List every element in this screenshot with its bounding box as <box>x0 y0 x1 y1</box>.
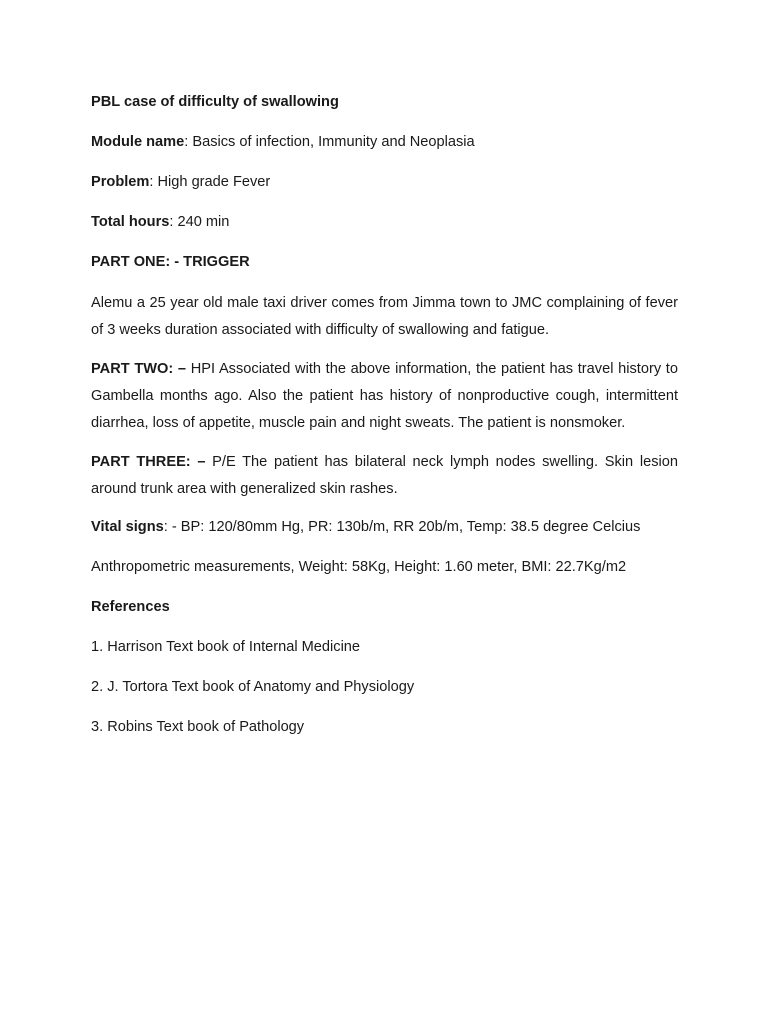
total-hours-value: : 240 min <box>169 214 230 230</box>
document-title <box>91 90 678 114</box>
reference-item: 1. Harrison Text book of Internal Medicine <box>91 639 361 655</box>
module-name-value: : Basics of infection, Immunity and Neoplasia <box>184 134 475 150</box>
reference-item: 2. J. Tortora Text book of Anatomy and Physiology <box>91 679 415 695</box>
total-hours-line <box>91 210 678 234</box>
references-heading-text: References <box>91 599 170 615</box>
part-one-heading-text: PART ONE: - TRIGGER <box>91 254 250 270</box>
part-three-paragraph <box>91 449 678 503</box>
part-two-paragraph <box>91 356 678 437</box>
reference-item: 3. Robins Text book of Pathology <box>91 719 305 735</box>
part-three-text: P/E The patient has bilateral neck lymph nodes swelling. Skin lesion around trunk area with generalized skin rashes. <box>91 454 678 497</box>
anthropometric-line <box>91 555 678 579</box>
part-one-paragraph <box>91 290 678 344</box>
vital-signs-value: : - BP: 120/80mm Hg, PR: 130b/m, RR 20b/m, Temp: 38.5 degree Celcius <box>163 519 641 535</box>
vital-signs-label: Vital signs <box>91 519 164 535</box>
part-two-text: HPI Associated with the above information, the patient has travel history to Gambella months ago. Also the patient has history of nonproductive cough, intermittent diarrhea, loss of appetite, muscle pain and night sweats. The patient is nonsmoker. <box>91 361 678 431</box>
problem-line <box>91 170 678 194</box>
part-one-text: Alemu a 25 year old male taxi driver comes from Jimma town to JMC complaining of fever of 3 weeks duration associated with difficulty of swallowing and fatigue. <box>91 295 678 338</box>
problem-value: : High grade Fever <box>149 174 271 190</box>
references-heading <box>91 595 678 619</box>
part-one-heading <box>91 250 678 274</box>
document-title-text: PBL case of difficulty of swallowing <box>91 94 339 110</box>
module-name-line <box>91 130 678 154</box>
references-list <box>91 635 678 739</box>
module-name-label: Module name <box>91 134 185 150</box>
vital-signs-line <box>91 515 678 539</box>
document-page <box>91 90 678 755</box>
anthropometric-text: Anthropometric measurements, Weight: 58Kg, Height: 1.60 meter, BMI: 22.7Kg/m2 <box>91 559 627 575</box>
part-two-heading: PART TWO: – <box>91 361 187 377</box>
total-hours-label: Total hours <box>91 214 170 230</box>
problem-label: Problem <box>91 174 150 190</box>
part-three-heading: PART THREE: – <box>91 454 206 470</box>
